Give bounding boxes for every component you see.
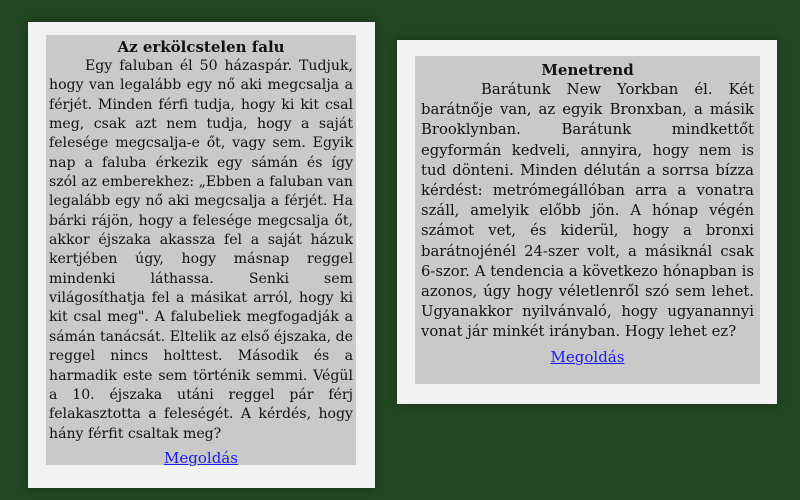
solution-link[interactable]: Megoldás	[164, 448, 238, 467]
puzzle-text: Barátunk New Yorkban él. Két barátnője van, az egyik Bronxban, a másik Brooklynban. Barátunk mindkettőt egyformán kedveli, annyira, hogy nem is tud dönteni. Minden délután a sorrsa bízza kérdést: metrómegállóban arra a vonatra száll, amelyik előbb jön. A hónap végén számot vet, és kiderül, hogy a bronxi barátnojénél 24-szer volt, a másiknál csak 6-szor. A tendencia a következo hónapban is azonos, úgy hogy véletlenről szó sem lehet. Ugyanakkor nyilvánvaló, hogy ugyanannyi vonat jár minkét irányban. Hogy lehet ez?	[421, 81, 754, 341]
puzzle-card-content	[46, 35, 356, 465]
puzzle-title: Menetrend	[541, 61, 634, 79]
puzzle-card-immoral-village	[28, 22, 375, 488]
solution-link[interactable]: Megoldás	[550, 347, 625, 366]
puzzle-title: Az erkölcstelen falu	[117, 38, 285, 56]
puzzle-card-content	[415, 56, 760, 384]
puzzle-text: Egy faluban él 50 házaspár. Tudjuk, hogy van legalább egy nő aki megcsalja a férjét. Minden férfi tudja, hogy ki kit csal meg, csak azt nem tudja, hogy a saját felesége megcsalja-e őt, vagy sem. Egyik nap a faluba érkezik egy sámán és így szól az emberekhez: „Ebben a faluban van legalább egy nő aki megcsalja a férjét. Ha bárki rájön, hogy a felesége megcsalja őt, akkor éjszaka akassza fel a saját házuk kertjében úgy, hogy másnap reggel mindenki láthassa. Senki sem világosíthatja fel a másikat arról, hogy ki kit csal meg". A falubeliek megfogadják a sámán tanácsát. Eltelik az első éjszaka, de reggel nincs holttest. Második és a harmadik este sem történik semmi. Végül a 10. éjszaka utáni reggel pár férj felakasztotta a feleségét. A kérdés, hogy hány férfit csaltak meg?	[49, 58, 353, 442]
puzzle-card-timetable	[397, 40, 777, 404]
